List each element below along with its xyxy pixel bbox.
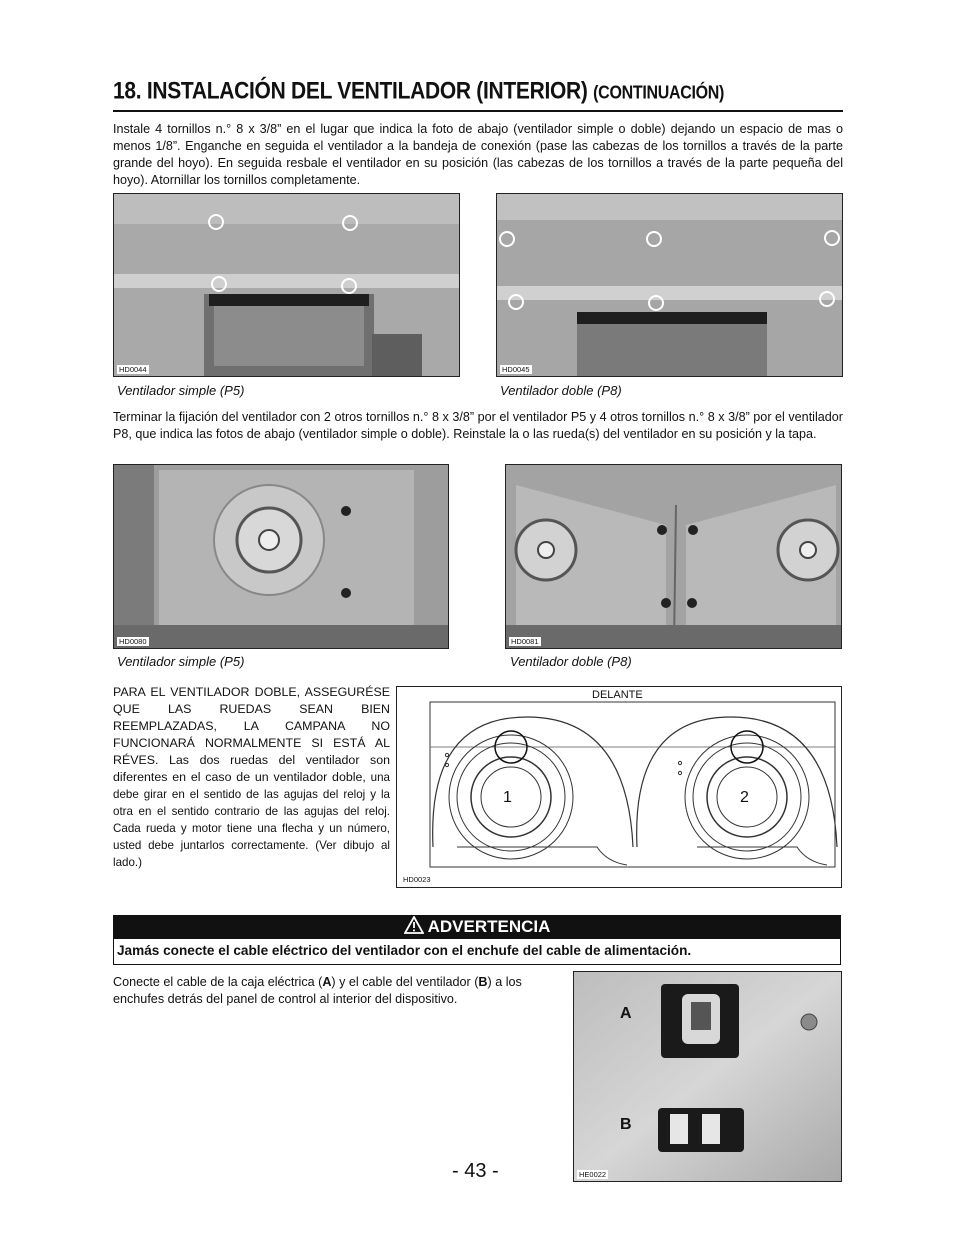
connect-pre: Conecte el cable de la caja eléctrica (: [113, 975, 323, 989]
diagram-front-label: DELANTE: [592, 689, 643, 701]
photo-code: HD0080: [119, 637, 147, 646]
caption-single-p5-row2: Ventilador simple (P5): [117, 654, 245, 669]
connect-b: B: [478, 975, 488, 989]
double-fan-note-main: PARA EL VENTILADOR DOBLE, ASSEGURÉSE QUE LAS RUEDAS SEAN BIEN REEMPLAZADAS, LA CAMPANA NO FUNCIONARÁ NORMALMENTE SI ESTÁ AL RÉVES. Las dos ruedas del ventilador son diferentes en el caso de un ventilador doble,: [113, 685, 390, 784]
photo-double-fan-wheel: [505, 464, 842, 649]
warning-text: Jamás conecte el cable eléctrico del ventilador con el enchufe del cable de alimentación.: [113, 939, 841, 965]
wheel-orientation-diagram: [396, 686, 842, 888]
photo-code: HD0044: [119, 365, 147, 374]
diagram-wheel-2-label: 2: [740, 789, 749, 806]
photo-connectors: [573, 971, 842, 1182]
double-fan-note: [113, 684, 390, 871]
connector-a-label: A: [620, 1005, 632, 1022]
photo-double-fan-wheel-drawing: [506, 465, 842, 649]
photo-single-fan-top-drawing: [114, 194, 460, 377]
title-rule: [113, 110, 843, 112]
connect-mid: ) y el cable del ventilador (: [331, 975, 479, 989]
photo-code: HE0022: [579, 1170, 607, 1179]
caption-double-p8-row2: Ventilador doble (P8): [510, 654, 632, 669]
warning-icon: [404, 916, 424, 941]
intro-paragraph: Instale 4 tornillos n.° 8 x 3/8” en el lugar que indica la foto de abajo (ventilador simple o doble) dejando un espacio de mas o menos 1/8”. Enganche en seguida el ventilador a la bandeja de conexión (pase las cabezas de los tornillos a través de la parte grande del hoyo). En seguida resbale el ventilador en su posición (las cabezas de los tornillos a través de la parte pequeña del hoyo). Atornillar los tornillos completamente.: [113, 122, 843, 187]
photo-single-fan-top: [113, 193, 460, 377]
connect-paragraph: [113, 974, 566, 1008]
double-fan-note-small: una debe girar en el sentido de las agujas del reloj y la otra en el sentido contrario de las agujas del reloj. Cada rueda y motor tiene una flecha y un número, usted debe juntarlos correctamente. (Ver dibujo al lado.): [113, 771, 390, 869]
warning-banner: [113, 915, 841, 939]
photo-double-fan-top-drawing: [497, 194, 843, 377]
title-main: 18. INSTALACIÓN DEL VENTILADOR (INTERIOR): [113, 78, 588, 105]
warning-title: ADVERTENCIA: [427, 917, 551, 936]
page-number: - 43 -: [452, 1160, 499, 1182]
title-sub: (CONTINUACIÓN): [593, 83, 725, 104]
caption-double-p8: Ventilador doble (P8): [500, 383, 622, 398]
photo-double-fan-top: [496, 193, 843, 377]
diagram-code: HD0023: [403, 875, 431, 884]
diagram-wheel-1-label: 1: [503, 789, 512, 806]
caption-single-p5: Ventilador simple (P5): [117, 383, 245, 398]
connector-b-label: B: [620, 1116, 632, 1133]
second-paragraph: Terminar la fijación del ventilador con 2 otros tornillos n.° 8 x 3/8” por el ventilador P5 y 4 otros tornillos n.° 8 x 3/8” por el ventilador P8, que indica las fotos de abajo (ventilador simple o doble). Reinstale la o las rueda(s) del ventilador en su posición y la tapa.: [113, 410, 843, 441]
page-title: [113, 78, 843, 106]
photo-single-fan-wheel: [113, 464, 449, 649]
photo-code: HD0045: [502, 365, 530, 374]
wheel-diagram-drawing: [397, 687, 841, 887]
photo-single-fan-wheel-drawing: [114, 465, 449, 649]
connect-a: A: [322, 975, 332, 989]
photo-code: HD0081: [511, 637, 539, 646]
photo-connectors-drawing: [574, 972, 842, 1182]
connect-post: ) a los enchufes detrás del panel de control al interior del dispositivo.: [113, 975, 522, 1006]
